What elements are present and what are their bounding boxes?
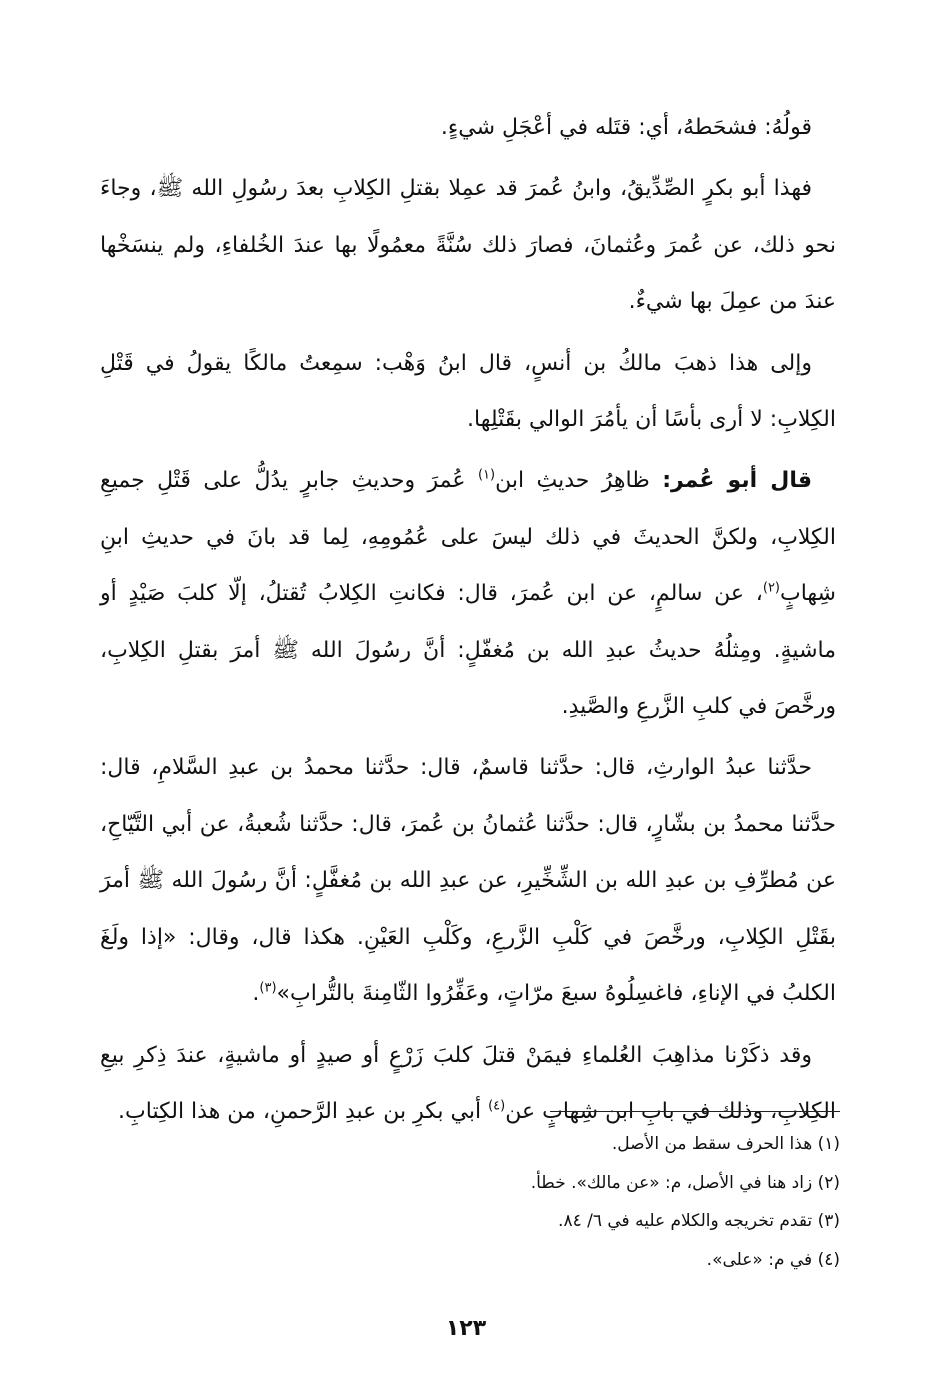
- paragraph-1: [100, 100, 836, 156]
- paragraph-4: [100, 453, 836, 735]
- paragraph-1-text: قولُهُ: فشحَطهُ، أي: قتَله في أعْجَلِ شيءٍ.: [440, 115, 812, 140]
- footnote-1: (١) هذا الحرف سقط من الأصل.: [611, 1134, 840, 1154]
- page-number: ١٢٣: [445, 1316, 487, 1341]
- paragraph-6-segment-2: أبي بكرِ بن عبدِ الرَّحمنِ، من هذا الكِتابِ.: [118, 1098, 489, 1124]
- paragraph-4-lead: قال أبو عُمر:: [662, 468, 812, 494]
- paragraph-5-segment-2: .: [252, 981, 260, 1007]
- paragraph-5: [100, 740, 836, 1022]
- footnote-ref-1: (١): [477, 468, 496, 484]
- footnote-ref-3: (٣): [259, 980, 277, 996]
- footnote-ref-2: (٢): [762, 580, 780, 596]
- footnotes: [100, 1125, 840, 1279]
- main-text: [100, 100, 836, 1145]
- paragraph-3: [100, 336, 836, 449]
- footnote-2: (٢) زاد هنا في الأصل، م: «عن مالك». خطأ.: [530, 1172, 840, 1193]
- paragraph-2-text: فهذا أبو بكرٍ الصِّدِّيقُ، وابنُ عُمرَ قد عمِلا بقتلِ الكِلابِ بعدَ رسُولِ الله ﷺ، وجاءَ نحو ذلك، عن عُمرَ وعُثمانَ، فصارَ ذلك سُنَّةً معمُولًا بها عندَ الخُلفاءِ، ولم ينسَخْها عندَ من عمِلَ بها شيءٌ.: [100, 176, 836, 315]
- paragraph-2: [100, 161, 836, 330]
- footnote-ref-4: (٤): [488, 1098, 506, 1114]
- footnote-divider: [550, 1111, 840, 1112]
- paragraph-5-segment-1: حدَّثنا عبدُ الوارثِ، قال: حدَّثنا قاسمٌ، قال: حدَّثنا محمدُ بن عبدِ السَّلامِ، قال: حدَّثنا محمدُ بن بشّارٍ، قال: حدَّثنا عُثمانُ بن عُمرَ، قال: حدَّثنا شُعبةُ، عن أبي التَّيّاحِ، عن مُطرِّفِ بن عبدِ الله بن الشِّخِّيرِ، عن عبدِ الله بن مُغفَّلٍ: أنَّ رسُولَ الله ﷺ أمرَ بقَتْلِ الكِلابِ، ورخَّصَ في كَلْبِ الزَّرعِ، وكَلْبِ العَيْنِ. هكذا قال، وقال: «إذا ولَغَ الكلبُ في الإناءِ، فاغسِلُوهُ سبعَ مرّاتٍ، وعَفِّرُوا الثّامِنةَ بالتُّرابِ»: [100, 755, 836, 1007]
- paragraph-4-segment-2: عُمرَ وحديثِ جابرٍ يدُلُّ على قَتْلِ جميعِ الكِلابِ، ولكنَّ الحديثَ في ذلك ليسَ على عُمُومِهِ، لِما قد بانَ في حديثِ ابنِ شِهابٍ: [100, 468, 836, 607]
- paragraph-3-text: وإلى هذا ذهبَ مالكُ بن أنسٍ، قال ابنُ وَهْب: سمِعتُ مالكًا يقولُ في قَتْلِ الكِلابِ: لا أرى بأسًا أن يأمُرَ الوالي بقَتْلِها.: [100, 350, 836, 433]
- paragraph-4-segment-3: ، عن سالمٍ، عن ابن عُمرَ، قال: فكانتِ الكِلابُ تُقتلُ، إلّا كلبَ صَيْدٍ أو ماشيةٍ. ومِثلُهُ حديثُ عبدِ الله بن مُغفّلٍ: أنَّ رسُولَ الله ﷺ أمرَ بقتلِ الكِلابِ، ورخَّصَ في كلبِ الزَّرعِ والصَّيدِ.: [100, 581, 836, 720]
- paragraph-6: [100, 1028, 836, 1141]
- paragraph-4-segment-1: ظاهِرُ حديثِ ابن: [495, 468, 663, 494]
- footnote-4: (٤) في م: «على».: [706, 1249, 840, 1270]
- paragraph-6-segment-1: وقد ذكَرْنا مذاهِبَ العُلماءِ فيمَنْ قتلَ كلبَ زَرْعٍ أو صيدٍ أو ماشيةٍ، عندَ ذِكرِ بيعِ الكِلابِ، وذلك في بابِ ابن شِهابٍ عن: [100, 1042, 836, 1124]
- footnote-3: (٣) تقدم تخريجه والكلام عليه في ٦/ ٨٤.: [558, 1211, 840, 1231]
